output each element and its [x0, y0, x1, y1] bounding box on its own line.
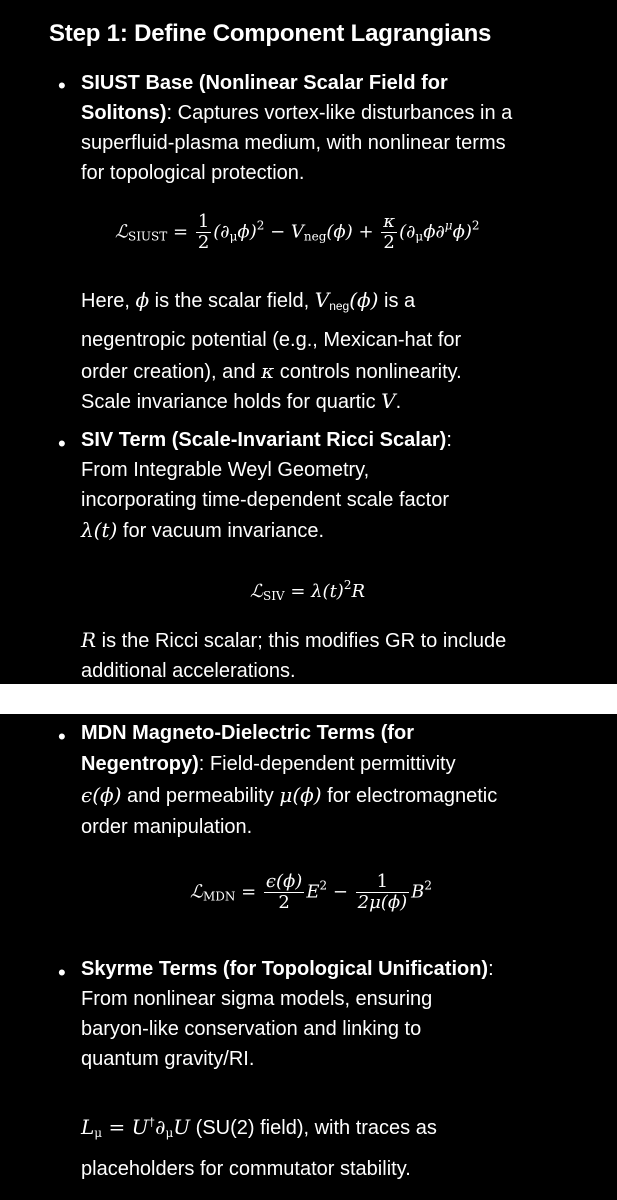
bullet-dot: • — [58, 73, 66, 98]
text: . — [395, 391, 402, 413]
eq-term3-sup2: 2 — [471, 218, 480, 233]
eq-b-sup: 2 — [424, 878, 432, 893]
eq-term3b: ϕ∂ — [423, 221, 445, 243]
v-var: V — [314, 288, 330, 312]
partial: ∂ — [155, 1115, 166, 1139]
siv-desc-line2: incorporating time-dependent scale factor — [81, 489, 449, 511]
fraction-mu — [356, 872, 409, 913]
frac-den: 2 — [278, 892, 290, 913]
eq-e-sup: 2 — [319, 878, 328, 893]
eq-equals: = — [235, 881, 262, 903]
text: Here, — [81, 290, 136, 312]
text: is a — [378, 290, 416, 312]
frac-den: 2 — [383, 232, 395, 253]
eq-term3: (∂ — [399, 221, 416, 243]
fraction-epsilon — [264, 872, 304, 913]
eq-term3-sup1: μ — [444, 218, 453, 233]
v-arg: (ϕ) — [349, 288, 379, 312]
siust-explanation-line2: negentropic potential (e.g., Mexican-hat for — [81, 329, 462, 351]
eq-r: R — [351, 581, 366, 602]
mdn-lagrangian-equation — [190, 872, 432, 913]
kappa-var: κ — [261, 359, 275, 383]
siust-description — [81, 68, 581, 188]
lower-content-panel — [0, 714, 617, 1200]
eq-lhs-sub: MDN — [202, 889, 236, 904]
bullet-dot: • — [58, 431, 66, 456]
eq-lhs-sub: SIV — [262, 589, 285, 603]
bullet-dot: • — [58, 724, 66, 749]
text: (SU(2) field), with traces as — [190, 1117, 437, 1139]
text: controls nonlinearity. — [274, 361, 462, 383]
siv-desc-line1: From Integrable Weyl Geometry, — [81, 459, 370, 481]
bullet-dot: • — [58, 960, 66, 985]
l-equals-u: = U — [102, 1115, 149, 1139]
fraction-kappa — [381, 212, 397, 253]
eq-lhs: ℒ — [190, 881, 203, 903]
eq-term1-sup: 2 — [256, 218, 265, 233]
siust-title-line1: SIUST Base (Nonlinear Scalar Field for — [81, 72, 448, 94]
siust-desc-line4: for topological protection. — [81, 162, 305, 184]
text: : Field-dependent permittivity — [198, 753, 456, 775]
siust-desc-line2: : Captures vortex-like disturbances in a — [166, 102, 513, 124]
v-sub: neg — [329, 299, 350, 313]
skyrme-formula-text — [81, 1104, 581, 1187]
eq-b: B — [411, 881, 425, 903]
skyrme-desc-line1: From nonlinear sigma models, ensuring — [81, 988, 433, 1010]
mu-var: μ(ϕ) — [279, 783, 322, 807]
r-var: R — [81, 628, 97, 652]
eq-term3c: ϕ) — [452, 221, 472, 243]
eq-term1: (∂ — [213, 221, 230, 243]
v-var: V — [381, 389, 396, 413]
dagger: † — [148, 1115, 156, 1129]
eq-e: E — [306, 881, 320, 903]
text: : — [446, 429, 452, 451]
l-var: L — [81, 1115, 95, 1139]
fraction-half — [196, 212, 211, 253]
eq-sup: 2 — [343, 578, 352, 592]
eq-term1-sub: μ — [229, 229, 238, 244]
skyrme-title: Skyrme Terms (for Topological Unification) — [81, 958, 489, 980]
skyrme-desc-line2: baryon-like conservation and linking to — [81, 1018, 422, 1040]
eq-term3-sub: μ — [415, 229, 424, 244]
siv-lagrangian-equation — [250, 578, 365, 603]
frac-num: 1 — [197, 211, 210, 232]
text: for electromagnetic — [321, 785, 498, 807]
eq-lhs-sub: SIUST — [127, 229, 168, 244]
l-sub: μ — [94, 1126, 103, 1140]
text: : — [488, 958, 494, 980]
eq-lhs: ℒ — [115, 221, 128, 243]
phi-var: ϕ — [135, 288, 150, 312]
mdn-desc-line4: order manipulation. — [81, 816, 253, 838]
text: and permeability — [121, 785, 280, 807]
frac-num: κ — [383, 211, 396, 232]
eq-potential: − V — [264, 221, 304, 243]
siv-explanation-line2: additional accelerations. — [81, 660, 296, 682]
mdn-title-line1: MDN Magneto-Dielectric Terms (for — [81, 722, 415, 744]
screenshot-separator-bar — [0, 684, 617, 714]
mdn-title-line2: Negentropy) — [81, 753, 199, 775]
u-var: U — [173, 1115, 191, 1139]
siust-lagrangian-equation — [115, 212, 480, 253]
lambda-var: λ(t) — [81, 518, 118, 542]
skyrme-desc-line3: quantum gravity/RI. — [81, 1048, 255, 1070]
text: for vacuum invariance. — [117, 520, 325, 542]
siust-desc-line3: superfluid-plasma medium, with nonlinear terms — [81, 132, 506, 154]
siust-explanation — [81, 283, 581, 417]
frac-den: 2μ(ϕ) — [357, 892, 408, 913]
section-heading: Step 1: Define Component Lagrangians — [49, 20, 492, 47]
siv-title: SIV Term (Scale-Invariant Ricci Scalar) — [81, 429, 447, 451]
text: Scale invariance holds for quartic — [81, 391, 382, 413]
eq-minus: − — [327, 881, 354, 903]
partial-sub: μ — [165, 1126, 174, 1140]
siust-title-line2: Solitons) — [81, 102, 167, 124]
text: order creation), and — [81, 361, 262, 383]
siv-explanation — [81, 625, 581, 686]
eq-lhs: ℒ — [250, 581, 263, 602]
eq-term1b: ϕ) — [237, 221, 257, 243]
siv-description — [81, 425, 581, 546]
eq-equals: = — [167, 221, 194, 243]
eq-potential-sub: neg — [303, 229, 327, 244]
mdn-description — [81, 718, 581, 843]
text: is the Ricci scalar; this modifies GR to include — [96, 630, 507, 652]
skyrme-description — [81, 954, 581, 1074]
frac-num: 1 — [356, 872, 409, 893]
epsilon-var: ϵ(ϕ) — [81, 783, 122, 807]
frac-den: 2 — [197, 232, 210, 253]
frac-num: ϵ(ϕ) — [265, 871, 303, 892]
text: is the scalar field, — [149, 290, 315, 312]
eq-rhs: = λ(t) — [284, 581, 344, 602]
eq-potential-arg: (ϕ) + — [326, 221, 380, 243]
skyrme-formula-line2: placeholders for commutator stability. — [81, 1158, 411, 1180]
